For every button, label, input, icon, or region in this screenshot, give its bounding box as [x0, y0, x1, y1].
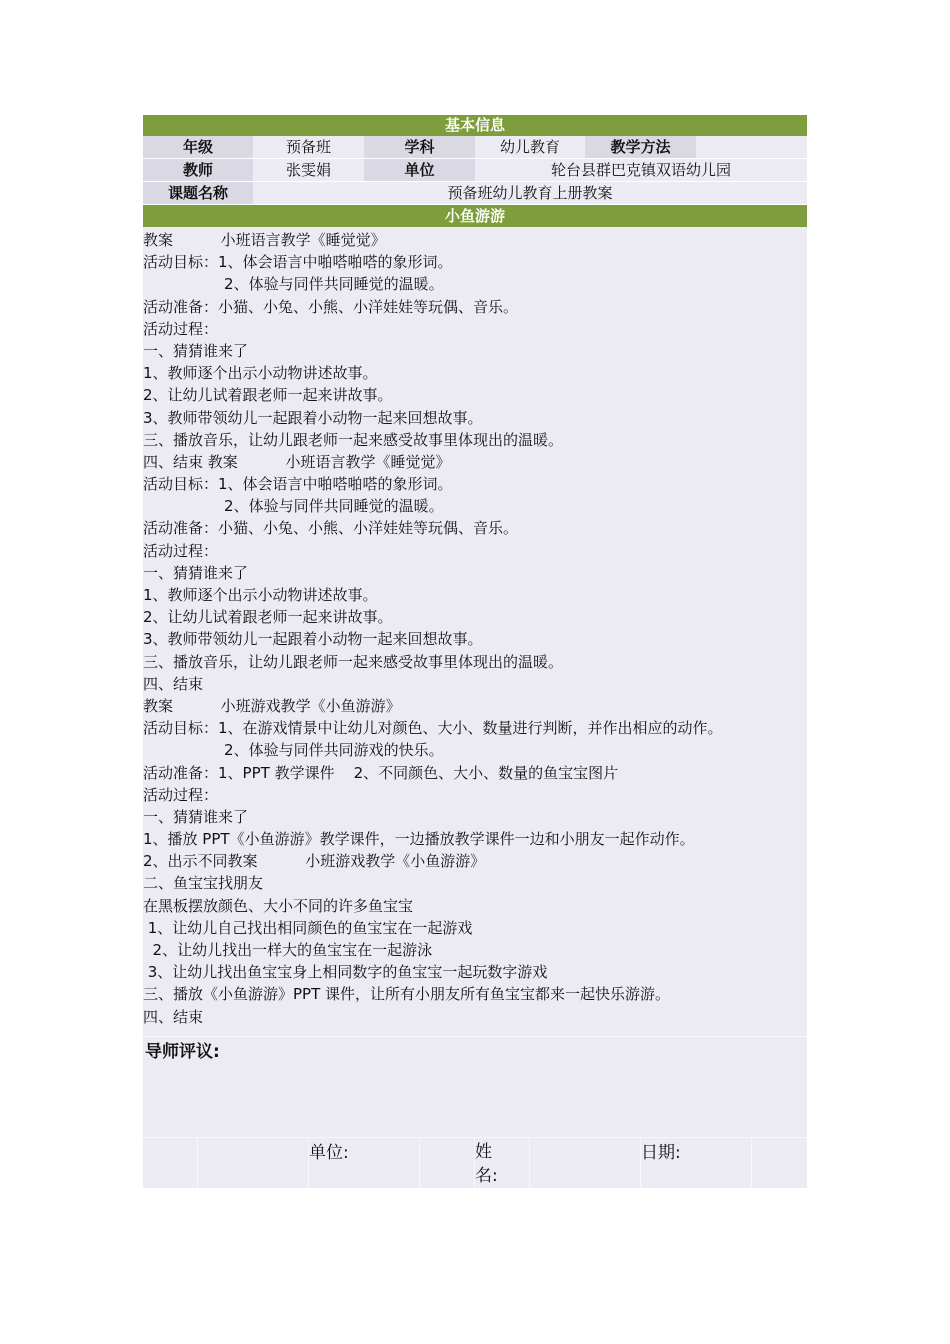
content-line: 活动目标：1、在游戏情景中让幼儿对颜色、大小、数量进行判断，并作出相应的动作。 — [143, 719, 723, 738]
content-line: 1、让幼儿自己找出相同颜色的鱼宝宝在一起游戏 — [143, 918, 473, 937]
method-label: 教学方法 — [585, 136, 696, 158]
sign-cell-blank-5 — [752, 1138, 807, 1188]
content-line: 1、教师逐个出示小动物讲述故事。 — [143, 586, 378, 604]
sign-name-label-2: 名: — [475, 1165, 498, 1186]
content-line: 活动过程： — [143, 541, 219, 560]
course-label: 课题名称 — [143, 182, 253, 204]
content-line: 二、鱼宝宝找朋友 — [143, 874, 264, 893]
content-line: 1、教师逐个出示小动物讲述故事。 — [143, 364, 378, 383]
content-line: 活动过程： — [143, 785, 219, 804]
basic-info-header: 基本信息 — [143, 115, 807, 136]
content-line: 活动准备：小猫、小兔、小熊、小洋娃娃等玩偶、音乐。 — [143, 297, 519, 316]
subject-label: 学科 — [364, 136, 475, 158]
unit-label: 单位 — [364, 159, 475, 181]
content-line: 3、教师带领幼儿一起跟着小动物一起来回想故事。 — [143, 408, 483, 427]
review-box — [143, 1036, 807, 1137]
method-value — [696, 136, 807, 158]
content-line: 2、出示不同教案 小班游戏教学《小鱼游游》 — [143, 852, 486, 871]
content-line: 活动目标：1、体会语言中啪嗒啪嗒的象形词。 — [143, 475, 453, 494]
content-line: 2、让幼儿试着跟老师一起来讲故事。 — [143, 386, 393, 405]
content-line: 2、让幼儿找出一样大的鱼宝宝在一起游泳 — [143, 941, 433, 959]
sign-cell-blank-4 — [530, 1138, 641, 1188]
content-line: 四、结束 — [143, 674, 204, 693]
info-row-3 — [143, 182, 807, 205]
content-line: 3、让幼儿找出鱼宝宝身上相同数字的鱼宝宝一起玩数字游戏 — [143, 963, 548, 982]
content-line: 1、播放 PPT《小鱼游游》教学课件，一边播放教学课件一边和小朋友一起作动作。 — [143, 830, 695, 849]
sign-date-label: 日期: — [641, 1138, 752, 1188]
sign-cell-blank-2 — [198, 1138, 309, 1188]
section-header: 小鱼游游 — [143, 205, 807, 227]
content-line: 三、播放音乐，让幼儿跟老师一起来感受故事里体现出的温暖。 — [143, 430, 564, 449]
content-line: 2、让幼儿试着跟老师一起来讲故事。 — [143, 608, 393, 627]
content-line: 2、体验与同伴共同游戏的快乐。 — [143, 741, 444, 760]
teacher-label: 教师 — [143, 159, 253, 181]
sign-cell-blank-3 — [420, 1138, 475, 1188]
content-line: 一、猜猜谁来了 — [143, 341, 249, 360]
teacher-value: 张雯娟 — [253, 159, 364, 181]
content-line: 一、猜猜谁来了 — [143, 807, 249, 826]
content-line: 活动过程： — [143, 319, 219, 338]
grade-value: 预备班 — [253, 136, 364, 158]
signature-row — [143, 1137, 807, 1188]
info-row-2 — [143, 159, 807, 182]
content-line: 3、教师带领幼儿一起跟着小动物一起来回想故事。 — [143, 630, 483, 649]
grade-label: 年级 — [143, 136, 253, 158]
sign-unit-label: 单位: — [309, 1138, 420, 1188]
content-line: 2、体验与同伴共同睡觉的温暖。 — [143, 275, 444, 294]
content-line: 2、体验与同伴共同睡觉的温暖。 — [143, 497, 444, 516]
content-line: 教案 小班语言教学《睡觉觉》 — [143, 231, 386, 249]
sign-name-label-1: 姓 — [475, 1141, 492, 1162]
content-line: 三、播放《小鱼游游》PPT 课件，让所有小朋友所有鱼宝宝都来一起快乐游游。 — [143, 985, 671, 1004]
content-line: 三、播放音乐，让幼儿跟老师一起来感受故事里体现出的温暖。 — [143, 652, 564, 671]
sign-name-label — [475, 1138, 530, 1188]
unit-value: 轮台县群巴克镇双语幼儿园 — [475, 159, 807, 181]
content-line: 一、猜猜谁来了 — [143, 563, 249, 582]
subject-value: 幼儿教育 — [475, 136, 585, 158]
content-line: 教案 小班游戏教学《小鱼游游》 — [143, 696, 401, 715]
lesson-plan-sheet — [143, 115, 807, 1188]
content-line: 活动目标：1、体会语言中啪嗒啪嗒的象形词。 — [143, 253, 453, 272]
content-line: 四、结束 教案 小班语言教学《睡觉觉》 — [143, 452, 451, 471]
content-line: 在黑板摆放颜色、大小不同的许多鱼宝宝 — [143, 896, 414, 915]
content-line: 活动准备：小猫、小兔、小熊、小洋娃娃等玩偶、音乐。 — [143, 519, 519, 538]
content-line: 活动准备：1、PPT 教学课件 2、不同颜色、大小、数量的鱼宝宝图片 — [143, 763, 619, 782]
sign-cell-blank-1 — [143, 1138, 198, 1188]
lesson-content — [143, 227, 807, 1036]
course-value: 预备班幼儿教育上册教案 — [253, 182, 807, 204]
info-row-1 — [143, 136, 807, 159]
review-title: 导师评议: — [145, 1041, 220, 1062]
content-line: 四、结束 — [143, 1007, 204, 1026]
